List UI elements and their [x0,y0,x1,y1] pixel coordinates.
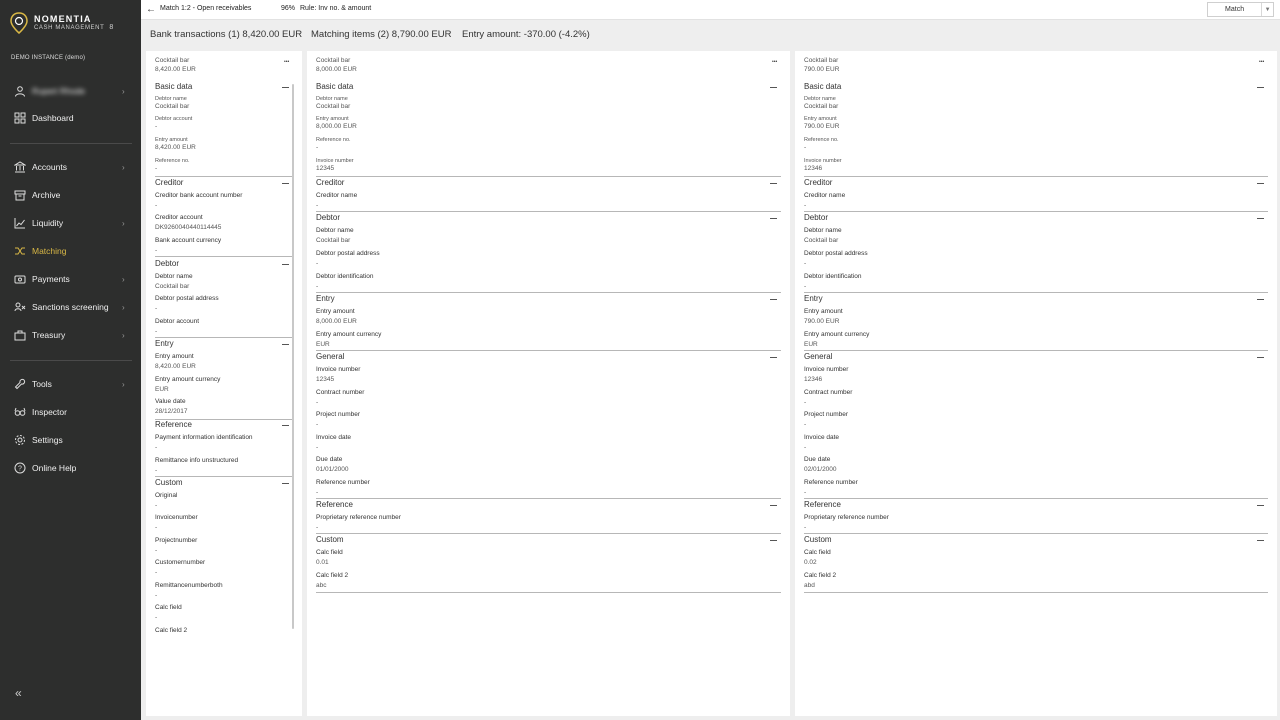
chevron-right-icon: › [122,379,125,389]
field-value: - [316,444,319,451]
field-label: Entry amount currency [155,376,221,383]
sidebar-item-online-help[interactable] [0,457,141,479]
field-label: Debtor account [155,318,200,325]
sidebar-item-payments[interactable] [0,268,141,290]
section-title-reference: Reference [316,500,353,509]
field-value: 0.01 [316,559,329,566]
field-label: Calc field 2 [155,627,188,634]
match-title: Match 1:2 - Open receivables [160,5,252,12]
field-value: 12345 [316,376,335,383]
field-label: Invoice number [804,158,842,164]
field-value: 12346 [804,165,823,172]
section-divider [316,176,781,177]
section-title-custom: Custom [316,535,344,544]
field-value: - [804,444,807,451]
sanctions-icon [14,301,26,313]
section-title-creditor: Creditor [155,178,184,187]
sidebar-item-treasury[interactable] [0,324,141,346]
chevron-right-icon: › [122,86,125,96]
sidebar-item-tools[interactable] [0,373,141,395]
section-divider [316,350,781,351]
archive-icon [14,189,26,201]
collapse-section-icon[interactable] [770,505,777,506]
field-value: - [155,305,158,312]
section-title-debtor: Debtor [316,213,341,222]
entry-amount-difference: Entry amount: -370.00 (-4.2%) [462,29,590,40]
section-title-debtor: Debtor [155,259,180,268]
field-label: Proprietary reference number [804,514,889,521]
field-label: Creditor name [804,192,846,199]
field-label: Value date [155,398,186,405]
sidebar-item-label: Liquidity [32,218,64,228]
section-divider [804,211,1268,212]
section-title-general: General [316,352,345,361]
bank-transaction-card [146,51,302,716]
sidebar-item-matching[interactable] [0,240,141,262]
section-title-creditor: Creditor [804,178,833,187]
field-label: Customernumber [155,559,206,566]
logo-version: 8 [109,24,114,32]
field-label: Remittancenumberboth [155,582,223,589]
sidebar-item-user[interactable] [0,80,141,102]
field-label: Entry amount [155,353,194,360]
field-label: Invoice number [316,366,361,373]
gear-icon [14,434,26,446]
field-value: - [804,421,807,428]
field-label: Entry amount [155,137,188,143]
section-divider [804,533,1268,534]
card-name: Cocktail bar [316,57,351,64]
field-label: Debtor name [155,273,193,280]
field-label: Invoice number [316,158,354,164]
field-value: 8,420.00 EUR [155,144,196,151]
sidebar-item-label: Online Help [32,463,77,473]
field-value: - [316,489,319,496]
section-title-entry: Entry [155,339,174,348]
section-divider [155,337,293,338]
section-divider [804,292,1268,293]
field-label: Proprietary reference number [316,514,401,521]
sidebar-divider [10,360,132,361]
collapse-section-icon[interactable] [1257,357,1264,358]
collapse-section-icon[interactable] [1257,218,1264,219]
field-label: Due date [804,456,831,463]
field-label: Creditor account [155,214,203,221]
svg-text:?: ? [18,465,22,473]
collapse-section-icon[interactable] [282,425,289,426]
field-label: Entry amount currency [316,331,382,338]
field-label: Debtor name [155,96,187,102]
wrench-icon [14,378,26,390]
section-title-basic: Basic data [804,82,842,91]
sidebar-item-label: Rupert Rhode [32,86,85,96]
field-label: Calc field [316,549,343,556]
field-label: Debtor name [316,227,354,234]
payments-icon [14,273,26,285]
sidebar-item-label: Dashboard [32,113,74,123]
field-value: Cocktail bar [316,103,351,110]
treasury-icon [14,329,26,341]
field-value: Cocktail bar [804,237,839,244]
field-label: Calc field [155,604,182,611]
card-name: Cocktail bar [155,57,190,64]
user-icon [14,85,26,97]
field-label: Debtor name [804,96,836,102]
chart-icon [14,217,26,229]
matching-item-card [307,51,790,716]
field-label: Creditor bank account number [155,192,243,199]
field-label: Reference number [316,479,370,486]
chevron-right-icon: › [122,218,125,228]
field-value: 28/12/2017 [155,408,188,415]
collapse-section-icon[interactable] [282,183,289,184]
field-value: 12345 [316,165,335,172]
sidebar-item-sanctions-screening[interactable] [0,296,141,318]
sidebar-nav [0,0,141,720]
collapse-section-icon[interactable] [770,299,777,300]
section-divider [316,292,781,293]
field-label: Invoicenumber [155,514,198,521]
field-label: Contract number [804,389,853,396]
field-value: - [804,399,807,406]
field-value: - [155,502,158,509]
field-value: - [155,444,158,451]
field-label: Entry amount [804,116,837,122]
field-value: - [155,328,158,335]
sidebar-item-label: Matching [32,246,67,256]
field-label: Debtor name [316,96,348,102]
field-value: - [316,144,319,151]
field-label: Reference no. [155,158,190,164]
field-value: - [316,202,319,209]
field-value: EUR [155,386,169,393]
collapse-section-icon[interactable] [1257,505,1264,506]
field-label: Bank account currency [155,237,222,244]
match-percent: 96% [281,5,296,12]
matching-items-header: Matching items (2) 8,790.00 EUR [311,29,452,40]
section-title-reference: Reference [804,500,841,509]
section-title-creditor: Creditor [316,178,345,187]
field-label: Debtor identification [316,273,374,280]
back-arrow-icon[interactable]: ← [146,4,156,15]
help-icon [14,462,26,474]
field-value: - [155,569,158,576]
match-button-label: Match [1225,6,1245,13]
field-value: abc [316,582,327,589]
sidebar-item-label: Settings [32,435,63,445]
field-value: - [155,467,158,474]
card-name: Cocktail bar [804,57,839,64]
collapse-section-icon[interactable] [1257,299,1264,300]
field-value: 12346 [804,376,823,383]
field-label: Invoice date [316,434,352,441]
scrollbar[interactable] [292,84,294,629]
field-value: - [804,144,807,151]
section-title-custom: Custom [155,478,183,487]
section-title-debtor: Debtor [804,213,829,222]
collapse-section-icon[interactable] [770,183,777,184]
instance-name: DEMO INSTANCE (demo) [11,55,86,61]
field-value: - [155,614,158,621]
section-divider [316,533,781,534]
field-value: 8,420.00 EUR [155,363,196,370]
field-label: Debtor postal address [155,295,219,302]
collapse-section-icon[interactable] [282,264,289,265]
field-label: Project number [316,411,361,418]
top-bar [141,0,1280,20]
field-value: - [155,247,158,254]
section-title-basic: Basic data [316,82,354,91]
sidebar-item-label: Payments [32,274,70,284]
field-label: Contract number [316,389,365,396]
field-label: Entry amount currency [804,331,870,338]
field-label: Debtor account [155,116,193,122]
chevron-down-icon[interactable]: ▼ [1261,3,1273,16]
field-value: - [804,202,807,209]
section-divider [155,176,293,177]
field-value: - [155,524,158,531]
card-amount: 8,000.00 EUR [316,66,357,73]
field-value: - [316,421,319,428]
field-value: 790.00 EUR [804,318,840,325]
sidebar-item-archive[interactable] [0,184,141,206]
field-value: - [804,283,807,290]
field-value: - [155,592,158,599]
field-label: Entry amount [804,308,843,315]
field-value: 790.00 EUR [804,123,840,130]
field-label: Invoice number [804,366,849,373]
field-label: Entry amount [316,116,349,122]
collapse-section-icon[interactable] [1257,183,1264,184]
field-value: 01/01/2000 [316,466,349,473]
sidebar-item-dashboard[interactable] [0,107,141,129]
logo-name: NOMENTIA [34,13,92,24]
field-value: - [155,547,158,554]
collapse-section-icon[interactable] [770,357,777,358]
field-label: Project number [804,411,849,418]
more-options-icon[interactable]: ••• [284,59,290,65]
field-label: Debtor postal address [316,250,380,257]
field-label: Creditor name [316,192,358,199]
section-title-basic: Basic data [155,82,193,91]
sidebar-item-inspector[interactable] [0,401,141,423]
field-label: Projectnumber [155,537,198,544]
matching-icon [14,245,26,257]
field-value: Cocktail bar [155,103,190,110]
field-label: Debtor postal address [804,250,868,257]
sidebar-item-label: Tools [32,379,52,389]
bank-transactions-header: Bank transactions (1) 8,420.00 EUR [150,29,303,40]
sidebar-divider [10,143,132,144]
collapse-section-icon[interactable] [282,87,289,88]
chevron-right-icon: › [122,274,125,284]
sidebar-item-label: Sanctions screening [32,302,109,312]
collapse-section-icon[interactable] [770,540,777,541]
section-divider [804,498,1268,499]
collapse-section-icon[interactable] [770,218,777,219]
field-label: Due date [316,456,343,463]
collapse-sidebar-icon[interactable]: « [15,686,22,700]
sidebar-item-liquidity[interactable] [0,212,141,234]
sidebar-item-label: Accounts [32,162,67,172]
field-label: Payment information identification [155,434,253,441]
section-divider [804,592,1268,593]
field-value: - [316,283,319,290]
section-divider [804,350,1268,351]
field-value: - [155,123,158,130]
section-title-entry: Entry [804,294,823,303]
sidebar-item-label: Archive [32,190,61,200]
field-label: Calc field 2 [804,572,837,579]
section-title-entry: Entry [316,294,335,303]
field-label: Entry amount [316,308,355,315]
field-value: - [316,524,319,531]
field-label: Invoice date [804,434,840,441]
field-value: Cocktail bar [804,103,839,110]
collapse-section-icon[interactable] [1257,87,1264,88]
field-label: Reference number [804,479,858,486]
collapse-section-icon[interactable] [770,87,777,88]
field-value: - [804,260,807,267]
section-divider [316,211,781,212]
section-title-general: General [804,352,833,361]
field-value: DK9260040440114445 [155,224,222,231]
field-value: - [316,399,319,406]
section-divider [316,498,781,499]
sidebar-item-label: Treasury [32,330,66,340]
field-label: Original [155,492,178,499]
field-label: Calc field 2 [316,572,349,579]
field-value: EUR [804,341,818,348]
field-value: - [316,260,319,267]
card-amount: 8,420.00 EUR [155,66,196,73]
field-value: - [155,202,158,209]
field-value: - [155,165,158,172]
section-title-reference: Reference [155,420,192,429]
card-amount: 790.00 EUR [804,66,840,73]
section-divider [155,256,293,257]
field-value: abd [804,582,815,589]
field-value: 8,000.00 EUR [316,123,357,130]
section-divider [316,592,781,593]
collapse-section-icon[interactable] [282,344,289,345]
more-options-icon[interactable]: ••• [772,59,778,65]
sidebar-item-accounts[interactable] [0,156,141,178]
field-label: Debtor name [804,227,842,234]
grid-icon [14,112,26,124]
field-value: EUR [316,341,330,348]
inspector-icon [14,406,26,418]
field-label: Debtor identification [804,273,862,280]
field-label: Remittance info unstructured [155,457,239,464]
sidebar [0,0,141,720]
chevron-right-icon: › [122,330,125,340]
field-value: Cocktail bar [155,283,190,290]
bank-icon [14,161,26,173]
collapse-section-icon[interactable] [1257,540,1264,541]
field-label: Calc field [804,549,831,556]
field-value: 02/01/2000 [804,466,837,473]
field-value: - [804,489,807,496]
field-value: 8,000.00 EUR [316,318,357,325]
field-label: Reference no. [804,137,839,143]
section-divider [804,176,1268,177]
logo-subtitle: CASH MANAGEMENT [34,24,105,31]
field-label: Reference no. [316,137,351,143]
matching-item-card [795,51,1277,716]
match-rule: Rule: Inv no. & amount [300,5,372,12]
section-title-custom: Custom [804,535,832,544]
sidebar-item-settings[interactable] [0,429,141,451]
field-value: 0.02 [804,559,817,566]
sidebar-item-label: Inspector [32,407,67,417]
field-value: - [804,524,807,531]
match-button[interactable] [1207,2,1274,17]
chevron-right-icon: › [122,162,125,172]
section-divider [155,476,293,477]
field-value: Cocktail bar [316,237,351,244]
collapse-section-icon[interactable] [282,483,289,484]
more-options-icon[interactable]: ••• [1259,59,1265,65]
chevron-right-icon: › [122,302,125,312]
